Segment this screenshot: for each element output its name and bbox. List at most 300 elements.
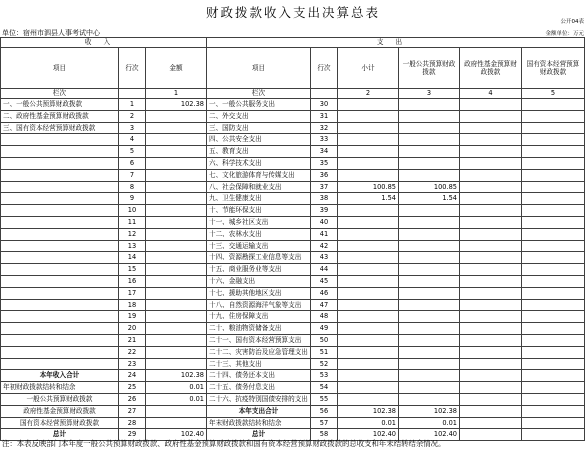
table-row bbox=[1, 99, 585, 111]
form-number: 公开04表 bbox=[560, 19, 584, 25]
income-item-label bbox=[1, 334, 119, 346]
expense-subtotal bbox=[338, 311, 399, 323]
fund-budget-amount bbox=[460, 287, 522, 299]
general-budget-amount bbox=[399, 110, 460, 122]
table-row bbox=[1, 382, 585, 394]
state-capital-amount bbox=[522, 122, 585, 134]
income-item-label: 总计 bbox=[1, 429, 119, 441]
general-budget-amount bbox=[399, 240, 460, 252]
income-amount bbox=[146, 264, 207, 276]
expense-row-number: 43 bbox=[311, 252, 338, 264]
income-amount bbox=[146, 228, 207, 240]
fund-budget-amount bbox=[460, 216, 522, 228]
general-budget-amount: 0.01 bbox=[399, 417, 460, 429]
general-budget-amount bbox=[399, 323, 460, 335]
state-capital-amount bbox=[522, 323, 585, 335]
general-budget-amount bbox=[399, 382, 460, 394]
income-row-number: 28 bbox=[119, 417, 146, 429]
income-amount bbox=[146, 240, 207, 252]
expense-row-number: 45 bbox=[311, 275, 338, 287]
income-amount: 102.40 bbox=[146, 429, 207, 441]
state-capital-amount bbox=[522, 405, 585, 417]
income-amount bbox=[146, 252, 207, 264]
state-capital-amount bbox=[522, 228, 585, 240]
expense-item-label: 六、科学技术支出 bbox=[207, 157, 311, 169]
expense-item-label: 十一、城乡社区支出 bbox=[207, 216, 311, 228]
expense-item-header: 项目 bbox=[207, 48, 311, 89]
general-budget-amount: 1.54 bbox=[399, 193, 460, 205]
fund-budget-amount bbox=[460, 417, 522, 429]
income-item-label bbox=[1, 311, 119, 323]
state-capital-amount bbox=[522, 346, 585, 358]
expense-item-label: 十三、交通运输支出 bbox=[207, 240, 311, 252]
income-item-label bbox=[1, 193, 119, 205]
expense-item-label: 九、卫生健康支出 bbox=[207, 193, 311, 205]
expense-subtotal bbox=[338, 205, 399, 217]
income-item-label bbox=[1, 157, 119, 169]
income-row-number: 5 bbox=[119, 146, 146, 158]
state-capital-amount bbox=[522, 417, 585, 429]
income-row-number: 1 bbox=[119, 99, 146, 111]
money-unit: 金额单位：万元 bbox=[545, 31, 584, 37]
income-amount bbox=[146, 134, 207, 146]
expense-item-label: 十四、资源勘探工业信息等支出 bbox=[207, 252, 311, 264]
expense-subtotal: 102.38 bbox=[338, 405, 399, 417]
income-row-number: 19 bbox=[119, 311, 146, 323]
income-row-number: 14 bbox=[119, 252, 146, 264]
general-budget-amount bbox=[399, 134, 460, 146]
general-budget-amount bbox=[399, 252, 460, 264]
expense-row-number: 50 bbox=[311, 334, 338, 346]
expense-subtotal: 102.40 bbox=[338, 429, 399, 441]
table-row bbox=[1, 228, 585, 240]
general-budget-amount bbox=[399, 122, 460, 134]
fund-budget-amount bbox=[460, 157, 522, 169]
fund-budget-amount bbox=[460, 346, 522, 358]
income-item-label bbox=[1, 169, 119, 181]
general-budget-amount bbox=[399, 287, 460, 299]
general-budget-header: 一般公共预算财政拨款 bbox=[399, 48, 460, 89]
fund-budget-amount bbox=[460, 181, 522, 193]
expense-row-number: 36 bbox=[311, 169, 338, 181]
income-row-number: 10 bbox=[119, 205, 146, 217]
expense-row-number: 55 bbox=[311, 393, 338, 405]
expense-row-number: 42 bbox=[311, 240, 338, 252]
expense-item-label: 二十六、抗疫特别国债安排的支出 bbox=[207, 393, 311, 405]
column-number-general: 3 bbox=[399, 89, 460, 99]
expense-subtotal: 0.01 bbox=[338, 417, 399, 429]
state-capital-amount bbox=[522, 299, 585, 311]
general-budget-amount bbox=[399, 275, 460, 287]
income-item-label bbox=[1, 299, 119, 311]
column-header-row bbox=[1, 48, 585, 89]
state-capital-amount bbox=[522, 393, 585, 405]
table-row bbox=[1, 370, 585, 382]
reporting-unit: 单位：宿州市泗县人事考试中心 bbox=[2, 29, 100, 37]
income-row-number: 6 bbox=[119, 157, 146, 169]
footnote: 注：本表反映部门本年度一般公共预算财政拨款、政府性基金预算财政拨款和国有资本经营预算财政拨款的总收支和年末结转结余情况。 bbox=[2, 439, 446, 448]
table-row bbox=[1, 146, 585, 158]
expense-item-label: 总计 bbox=[207, 429, 311, 441]
income-item-label bbox=[1, 134, 119, 146]
table-row bbox=[1, 346, 585, 358]
state-capital-amount bbox=[522, 287, 585, 299]
income-row-number: 20 bbox=[119, 323, 146, 335]
expense-item-label: 十二、农林水支出 bbox=[207, 228, 311, 240]
income-item-label bbox=[1, 264, 119, 276]
expense-row-number: 57 bbox=[311, 417, 338, 429]
expense-row-number: 39 bbox=[311, 205, 338, 217]
column-number-blank bbox=[119, 89, 146, 99]
table-row bbox=[1, 169, 585, 181]
general-budget-amount bbox=[399, 216, 460, 228]
general-budget-amount bbox=[399, 169, 460, 181]
general-budget-amount: 102.38 bbox=[399, 405, 460, 417]
income-row-number: 8 bbox=[119, 181, 146, 193]
expense-subtotal bbox=[338, 382, 399, 394]
expense-row-number: 52 bbox=[311, 358, 338, 370]
income-item-label bbox=[1, 181, 119, 193]
income-amount bbox=[146, 287, 207, 299]
expense-item-label: 二十、粮油物资储备支出 bbox=[207, 323, 311, 335]
income-item-label bbox=[1, 358, 119, 370]
table-row bbox=[1, 358, 585, 370]
expense-item-label: 三、国防支出 bbox=[207, 122, 311, 134]
income-item-label bbox=[1, 146, 119, 158]
income-row-number: 4 bbox=[119, 134, 146, 146]
general-budget-amount bbox=[399, 334, 460, 346]
state-capital-amount bbox=[522, 169, 585, 181]
income-item-label: 一般公共预算财政拨款 bbox=[1, 393, 119, 405]
income-amount-header: 金额 bbox=[146, 48, 207, 89]
fund-budget-amount bbox=[460, 275, 522, 287]
expense-item-label: 二十四、债务还本支出 bbox=[207, 370, 311, 382]
expense-row-number: 53 bbox=[311, 370, 338, 382]
state-capital-amount bbox=[522, 193, 585, 205]
expense-item-label: 十、节能环保支出 bbox=[207, 205, 311, 217]
column-number-blank bbox=[311, 89, 338, 99]
expense-row-number: 54 bbox=[311, 382, 338, 394]
expense-subtotal bbox=[338, 228, 399, 240]
expense-subtotal: 1.54 bbox=[338, 193, 399, 205]
expense-item-label: 十八、自然资源海洋气象等支出 bbox=[207, 299, 311, 311]
income-item-label bbox=[1, 346, 119, 358]
fund-budget-amount bbox=[460, 146, 522, 158]
income-row-number: 16 bbox=[119, 275, 146, 287]
column-number-row bbox=[1, 89, 585, 99]
state-capital-amount bbox=[522, 311, 585, 323]
expense-row-number: 51 bbox=[311, 346, 338, 358]
expense-row-number: 47 bbox=[311, 299, 338, 311]
table-row bbox=[1, 181, 585, 193]
table-row bbox=[1, 299, 585, 311]
state-capital-amount bbox=[522, 205, 585, 217]
general-budget-amount bbox=[399, 299, 460, 311]
expense-item-label: 二十一、国有资本经营预算支出 bbox=[207, 334, 311, 346]
table-row bbox=[1, 264, 585, 276]
table-row bbox=[1, 110, 585, 122]
table-row bbox=[1, 311, 585, 323]
income-amount bbox=[146, 110, 207, 122]
expense-subtotal bbox=[338, 287, 399, 299]
expense-item-label: 二、外交支出 bbox=[207, 110, 311, 122]
table-row bbox=[1, 287, 585, 299]
expense-item-label: 本年支出合计 bbox=[207, 405, 311, 417]
income-row-number: 25 bbox=[119, 382, 146, 394]
column-number-subtotal: 2 bbox=[338, 89, 399, 99]
income-row-number: 27 bbox=[119, 405, 146, 417]
income-item-label: 三、国有资本经营预算财政拨款 bbox=[1, 122, 119, 134]
subtotal-header: 小计 bbox=[338, 48, 399, 89]
income-amount bbox=[146, 323, 207, 335]
income-row-number: 21 bbox=[119, 334, 146, 346]
budget-table bbox=[0, 37, 585, 441]
expense-subtotal bbox=[338, 122, 399, 134]
income-item-header: 项目 bbox=[1, 48, 119, 89]
income-amount: 102.38 bbox=[146, 370, 207, 382]
income-row-number: 2 bbox=[119, 110, 146, 122]
income-item-label bbox=[1, 240, 119, 252]
income-item-label bbox=[1, 252, 119, 264]
fund-budget-amount bbox=[460, 169, 522, 181]
expense-item-label: 五、教育支出 bbox=[207, 146, 311, 158]
income-amount bbox=[146, 346, 207, 358]
state-capital-amount bbox=[522, 275, 585, 287]
general-budget-amount bbox=[399, 311, 460, 323]
fund-budget-amount bbox=[460, 110, 522, 122]
income-amount bbox=[146, 169, 207, 181]
fund-budget-amount bbox=[460, 122, 522, 134]
expense-row-number: 49 bbox=[311, 323, 338, 335]
income-row-number: 18 bbox=[119, 299, 146, 311]
income-amount bbox=[146, 311, 207, 323]
expense-subtotal bbox=[338, 370, 399, 382]
fund-budget-amount bbox=[460, 358, 522, 370]
income-row-number: 7 bbox=[119, 169, 146, 181]
expense-subtotal bbox=[338, 275, 399, 287]
expense-row-number: 32 bbox=[311, 122, 338, 134]
expense-row-number: 30 bbox=[311, 99, 338, 111]
income-amount bbox=[146, 122, 207, 134]
income-item-label bbox=[1, 287, 119, 299]
income-row-number: 26 bbox=[119, 393, 146, 405]
state-capital-amount bbox=[522, 370, 585, 382]
column-number-fund: 4 bbox=[460, 89, 522, 99]
state-capital-amount bbox=[522, 429, 585, 441]
expense-row-number: 48 bbox=[311, 311, 338, 323]
fund-budget-amount bbox=[460, 393, 522, 405]
income-amount bbox=[146, 334, 207, 346]
income-item-label: 本年收入合计 bbox=[1, 370, 119, 382]
expense-row-number: 31 bbox=[311, 110, 338, 122]
income-item-label bbox=[1, 216, 119, 228]
income-row-number: 29 bbox=[119, 429, 146, 441]
state-capital-amount bbox=[522, 358, 585, 370]
fund-budget-amount bbox=[460, 252, 522, 264]
state-capital-amount bbox=[522, 181, 585, 193]
income-amount bbox=[146, 275, 207, 287]
state-capital-amount bbox=[522, 146, 585, 158]
expense-item-label: 八、社会保障和就业支出 bbox=[207, 181, 311, 193]
state-capital-amount bbox=[522, 157, 585, 169]
expense-subtotal bbox=[338, 134, 399, 146]
income-item-label: 一、一般公共预算财政拨款 bbox=[1, 99, 119, 111]
income-row-number: 3 bbox=[119, 122, 146, 134]
general-budget-amount bbox=[399, 146, 460, 158]
fund-budget-amount bbox=[460, 334, 522, 346]
income-row-no-header: 行次 bbox=[119, 48, 146, 89]
income-row-number: 23 bbox=[119, 358, 146, 370]
expense-item-label: 二十五、债务付息支出 bbox=[207, 382, 311, 394]
expense-item-label: 七、文化旅游体育与传媒支出 bbox=[207, 169, 311, 181]
expense-row-number: 38 bbox=[311, 193, 338, 205]
income-item-label bbox=[1, 275, 119, 287]
table-row bbox=[1, 122, 585, 134]
income-section-header: 收入 bbox=[1, 38, 207, 48]
income-amount bbox=[146, 358, 207, 370]
general-budget-amount: 102.40 bbox=[399, 429, 460, 441]
state-capital-amount bbox=[522, 110, 585, 122]
expense-subtotal: 100.85 bbox=[338, 181, 399, 193]
general-budget-amount bbox=[399, 370, 460, 382]
expense-row-number: 41 bbox=[311, 228, 338, 240]
fund-budget-amount bbox=[460, 311, 522, 323]
expense-item-label: 一、一般公共服务支出 bbox=[207, 99, 311, 111]
fund-budget-amount bbox=[460, 370, 522, 382]
income-amount bbox=[146, 405, 207, 417]
general-budget-amount bbox=[399, 228, 460, 240]
expense-row-number: 46 bbox=[311, 287, 338, 299]
column-number-label: 栏次 bbox=[207, 89, 311, 99]
income-item-label bbox=[1, 228, 119, 240]
expense-subtotal bbox=[338, 146, 399, 158]
table-row bbox=[1, 405, 585, 417]
expense-row-number: 44 bbox=[311, 264, 338, 276]
income-row-number: 24 bbox=[119, 370, 146, 382]
income-row-number: 22 bbox=[119, 346, 146, 358]
expense-subtotal bbox=[338, 264, 399, 276]
state-capital-amount bbox=[522, 240, 585, 252]
income-item-label: 二、政府性基金预算财政拨款 bbox=[1, 110, 119, 122]
table-row bbox=[1, 323, 585, 335]
fund-budget-amount bbox=[460, 382, 522, 394]
table-row bbox=[1, 334, 585, 346]
fund-budget-amount bbox=[460, 405, 522, 417]
income-amount bbox=[146, 216, 207, 228]
income-amount: 0.01 bbox=[146, 393, 207, 405]
fund-budget-amount bbox=[460, 240, 522, 252]
fund-budget-amount bbox=[460, 429, 522, 441]
expense-subtotal bbox=[338, 323, 399, 335]
general-budget-amount bbox=[399, 264, 460, 276]
fund-budget-amount bbox=[460, 205, 522, 217]
table-row bbox=[1, 275, 585, 287]
state-capital-amount bbox=[522, 99, 585, 111]
expense-row-number: 33 bbox=[311, 134, 338, 146]
general-budget-amount: 100.85 bbox=[399, 181, 460, 193]
general-budget-amount bbox=[399, 157, 460, 169]
income-row-number: 11 bbox=[119, 216, 146, 228]
income-item-label bbox=[1, 323, 119, 335]
expense-subtotal bbox=[338, 110, 399, 122]
general-budget-amount bbox=[399, 346, 460, 358]
expense-item-label: 二十三、其他支出 bbox=[207, 358, 311, 370]
state-capital-amount bbox=[522, 134, 585, 146]
general-budget-amount bbox=[399, 99, 460, 111]
expense-section-header: 支出 bbox=[207, 38, 585, 48]
state-capital-amount bbox=[522, 334, 585, 346]
fund-budget-amount bbox=[460, 193, 522, 205]
state-capital-amount bbox=[522, 264, 585, 276]
expense-row-number: 58 bbox=[311, 429, 338, 441]
expense-subtotal bbox=[338, 346, 399, 358]
income-row-number: 15 bbox=[119, 264, 146, 276]
expense-subtotal bbox=[338, 252, 399, 264]
table-row bbox=[1, 157, 585, 169]
income-amount: 102.38 bbox=[146, 99, 207, 111]
report-title: 财政拨款收入支出决算总表 bbox=[205, 5, 380, 20]
table-row bbox=[1, 193, 585, 205]
expense-row-number: 37 bbox=[311, 181, 338, 193]
expense-item-label: 十九、住房保障支出 bbox=[207, 311, 311, 323]
state-capital-amount bbox=[522, 252, 585, 264]
table-row bbox=[1, 205, 585, 217]
expense-item-label: 十六、金融支出 bbox=[207, 275, 311, 287]
fund-budget-amount bbox=[460, 134, 522, 146]
state-capital-amount bbox=[522, 382, 585, 394]
income-item-label: 政府性基金预算财政拨款 bbox=[1, 405, 119, 417]
expense-subtotal bbox=[338, 240, 399, 252]
expense-subtotal bbox=[338, 358, 399, 370]
income-row-number: 9 bbox=[119, 193, 146, 205]
expense-subtotal bbox=[338, 334, 399, 346]
income-amount: 0.01 bbox=[146, 382, 207, 394]
income-amount bbox=[146, 181, 207, 193]
income-row-number: 17 bbox=[119, 287, 146, 299]
income-amount bbox=[146, 146, 207, 158]
expense-row-number: 34 bbox=[311, 146, 338, 158]
expense-row-number: 56 bbox=[311, 405, 338, 417]
income-row-number: 13 bbox=[119, 240, 146, 252]
fund-budget-amount bbox=[460, 323, 522, 335]
state-capital-amount bbox=[522, 216, 585, 228]
column-number-state: 5 bbox=[522, 89, 585, 99]
income-amount bbox=[146, 417, 207, 429]
expense-subtotal bbox=[338, 99, 399, 111]
expense-item-label: 年末财政拨款结转和结余 bbox=[207, 417, 311, 429]
general-budget-amount bbox=[399, 205, 460, 217]
general-budget-amount bbox=[399, 358, 460, 370]
expense-item-label: 十七、援助其他地区支出 bbox=[207, 287, 311, 299]
expense-item-label: 十五、商业服务业等支出 bbox=[207, 264, 311, 276]
fund-budget-amount bbox=[460, 228, 522, 240]
income-amount bbox=[146, 193, 207, 205]
income-amount bbox=[146, 157, 207, 169]
income-row-number: 12 bbox=[119, 228, 146, 240]
income-amount bbox=[146, 299, 207, 311]
fund-budget-amount bbox=[460, 299, 522, 311]
expense-row-no-header: 行次 bbox=[311, 48, 338, 89]
table-row bbox=[1, 252, 585, 264]
expense-row-number: 40 bbox=[311, 216, 338, 228]
expense-row-number: 35 bbox=[311, 157, 338, 169]
income-item-label: 国有资本经营预算财政拨款 bbox=[1, 417, 119, 429]
expense-subtotal bbox=[338, 299, 399, 311]
table-row bbox=[1, 216, 585, 228]
expense-subtotal bbox=[338, 157, 399, 169]
income-item-label bbox=[1, 205, 119, 217]
section-header-row bbox=[1, 38, 585, 48]
